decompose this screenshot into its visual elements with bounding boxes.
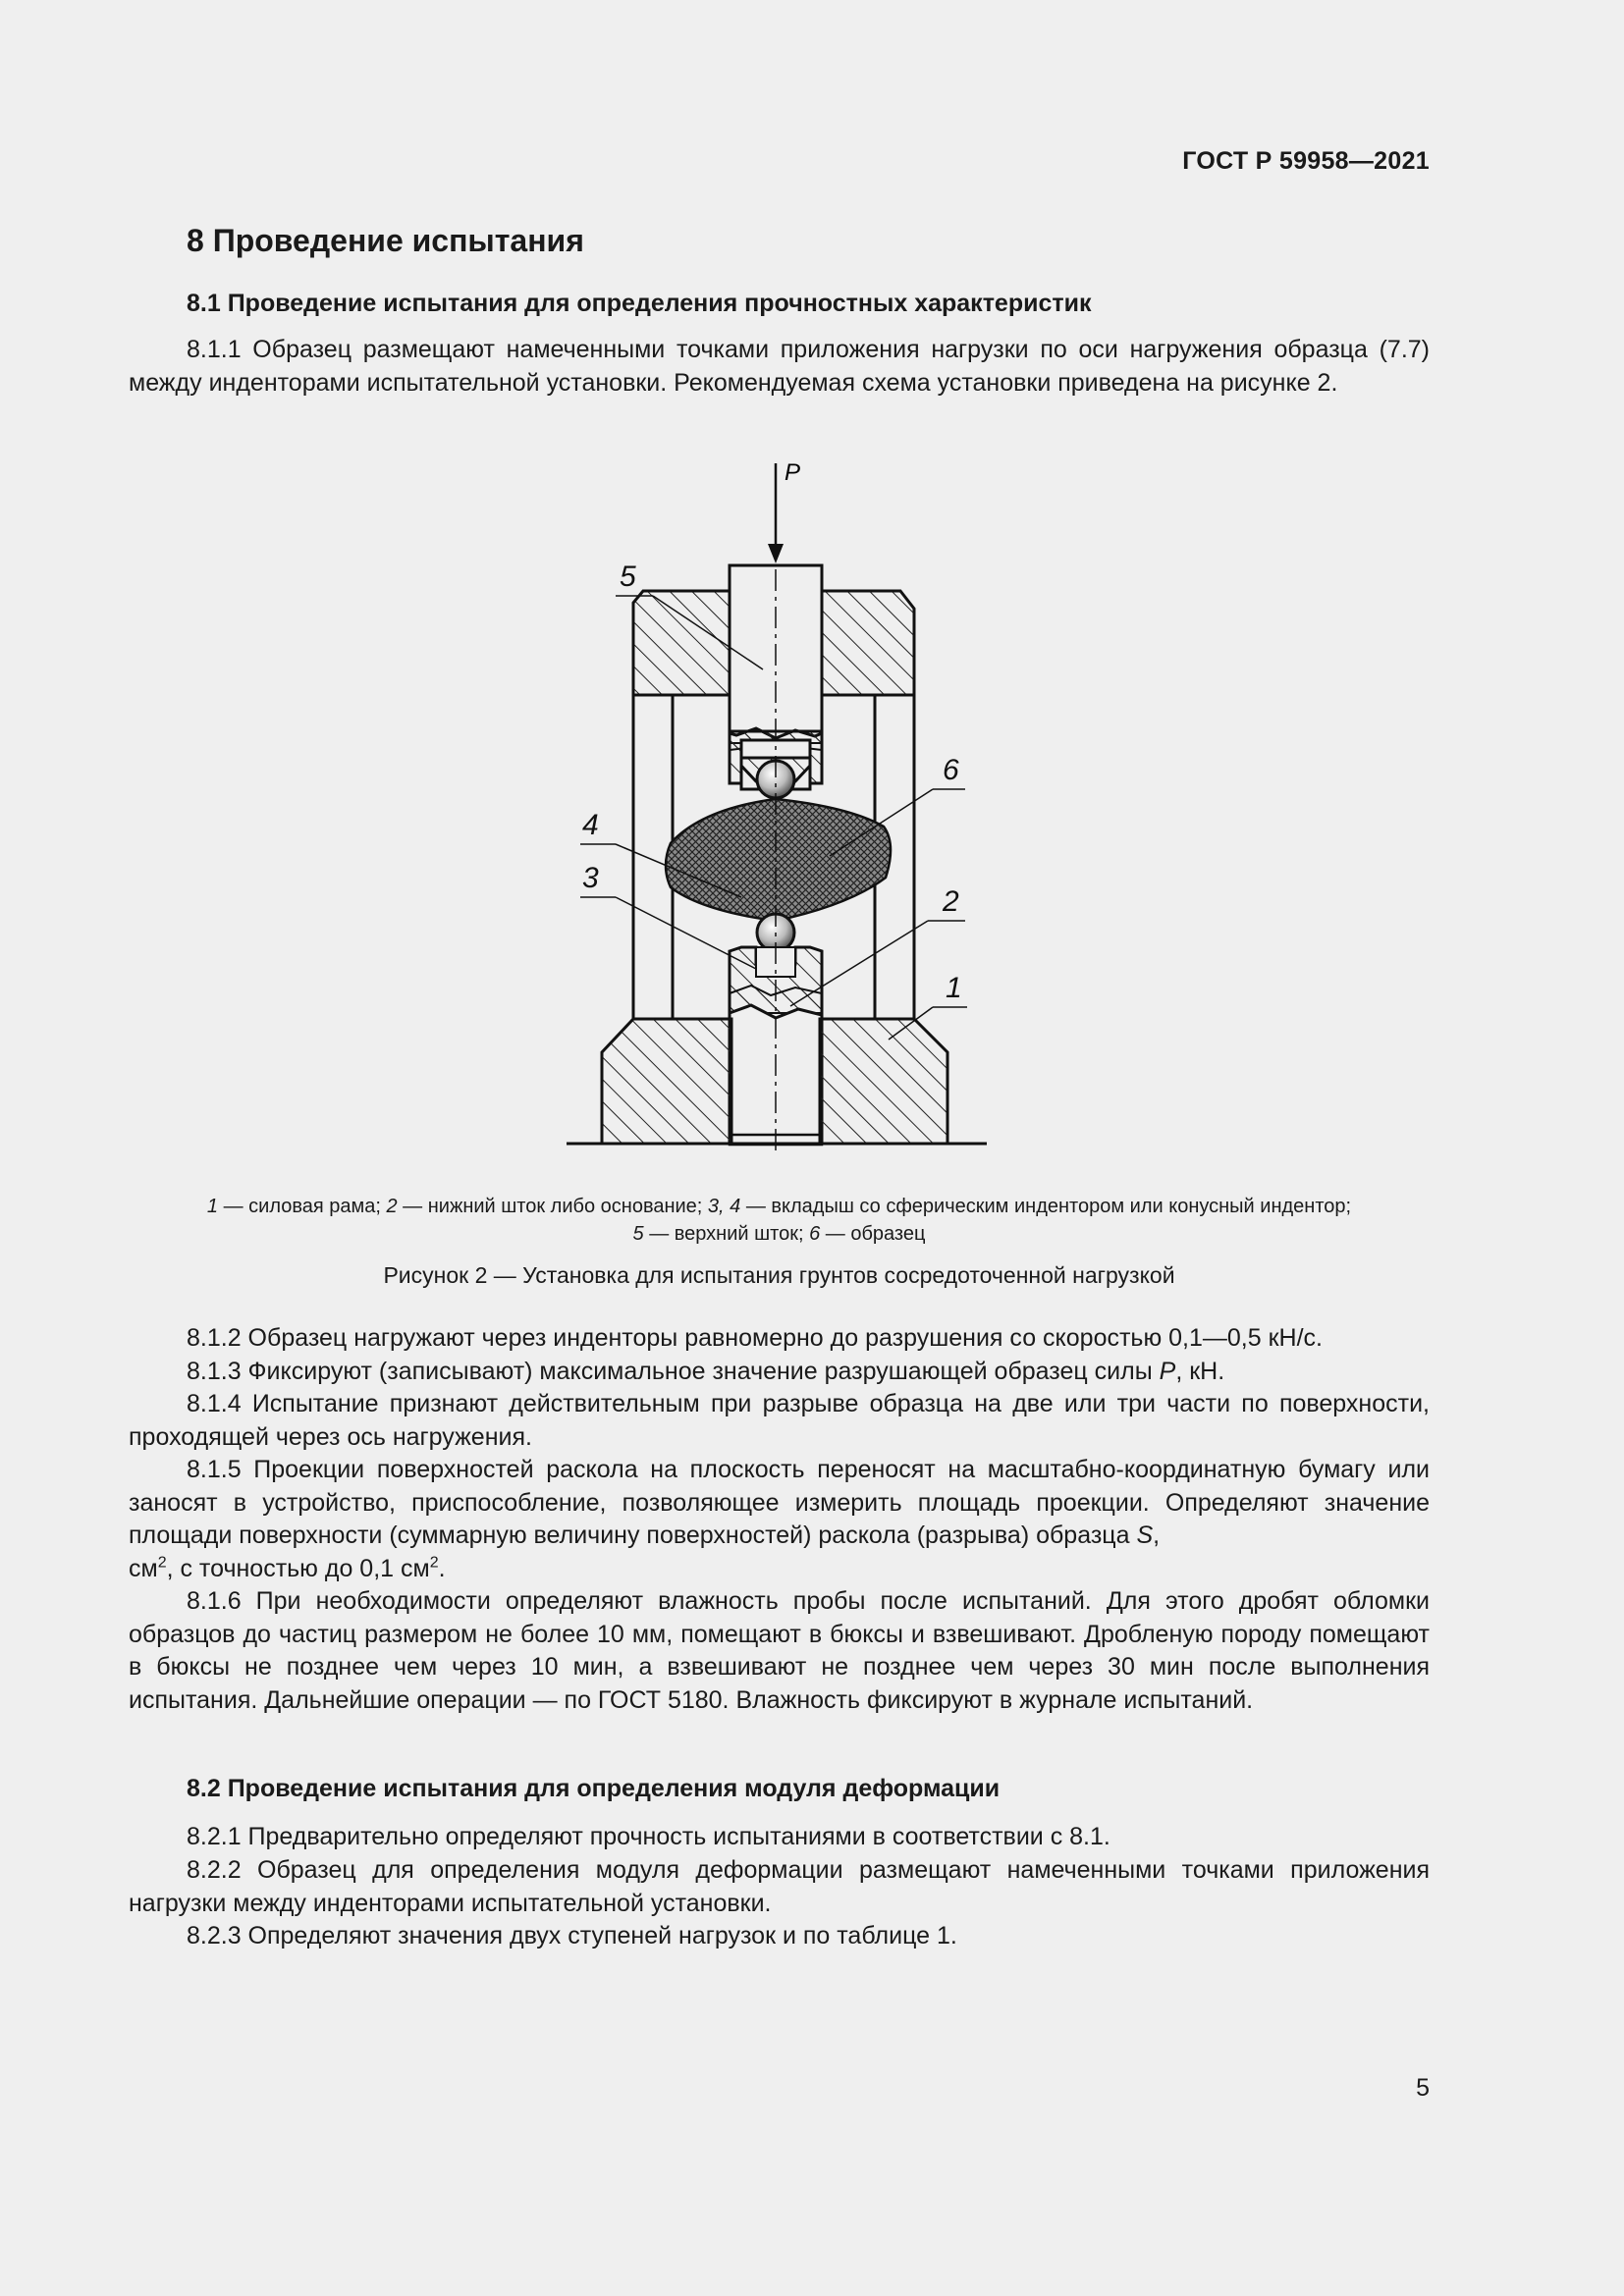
- callout-2: 2: [943, 885, 959, 918]
- apparatus-drawing: [555, 454, 997, 1160]
- page-number: 5: [1416, 2074, 1430, 2102]
- figure-key: 1 — силовая рама; 2 — нижний шток либо основание; 3, 4 — вкладыш со сферическим индентором или конусный индентор; 5 — верхний шток; 6 — образец: [206, 1196, 1352, 1245]
- standard-header: ГОСТ Р 59958—2021: [1182, 147, 1430, 175]
- callout-3: 3: [582, 862, 599, 894]
- section-title: 8 Проведение испытания: [187, 223, 584, 258]
- figure-2-apparatus: [555, 454, 997, 1160]
- paragraph-8-2-1: 8.2.1 Предварительно определяют прочность испытаниями в соответствии с 8.1.: [187, 1823, 1110, 1850]
- callout-6: 6: [943, 754, 959, 786]
- load-label: P: [785, 459, 801, 486]
- paragraph-8-2-2: 8.2.2 Образец для определения модуля деформации размещают намеченными точками приложения нагрузки между инденторами испытательной установки.: [129, 1856, 1430, 1917]
- figure-caption: Рисунок 2 — Установка для испытания грунтов сосредоточенной нагрузкой: [383, 1262, 1175, 1288]
- paragraph-8-1-3: 8.1.3 Фиксируют (записывают) максимальное значение разрушающей образец силы P, кН.: [187, 1358, 1225, 1385]
- callout-4: 4: [582, 809, 599, 841]
- callout-5: 5: [620, 561, 636, 593]
- paragraph-8-2-3: 8.2.3 Определяют значения двух ступеней нагрузок и по таблице 1.: [187, 1922, 957, 1949]
- load-arrow-head: [768, 544, 784, 563]
- callout-1: 1: [946, 972, 962, 1004]
- subsection-8-1-title: 8.1 Проведение испытания для определения прочностных характеристик: [187, 290, 1092, 317]
- specimen: [666, 799, 891, 921]
- paragraph-8-1-1: 8.1.1 Образец размещают намеченными точками приложения нагрузки по оси нагружения образца (7.7) между инденторами испытательной установки. Рекомендуемая схема установки приведена на рисунке 2.: [129, 336, 1430, 397]
- paragraph-8-1-6: 8.1.6 При необходимости определяют влажность пробы после испытаний. Для этого дробят обломки образцов до частиц размером не более 10 мм, помещают в бюксы и взвешивают. Дробленую породу помещают в бюксы не позднее чем через 10 мин, а взвешивают не позднее чем через 30 мин после выполнения испытания. Дальнейшие операции — по ГОСТ 5180. Влажность фиксируют в журнале испытаний.: [129, 1587, 1430, 1714]
- paragraph-8-1-4: 8.1.4 Испытание признают действительным при разрыве образца на две или три части по поверхности, проходящей через ось нагружения.: [129, 1390, 1430, 1451]
- paragraph-8-1-2: 8.1.2 Образец нагружают через инденторы равномерно до разрушения со скоростью 0,1—0,5 кН/с.: [187, 1324, 1323, 1352]
- subsection-8-2-title: 8.2 Проведение испытания для определения модуля деформации: [187, 1775, 1001, 1802]
- paragraph-8-1-5: 8.1.5 Проекции поверхностей раскола на плоскость переносят на масштабно-координатную бумагу или заносят в устройство, приспособление, позволяющее измерить площадь проекции. Определяют значение площади поверхности (суммарную величину поверхностей) раскола (разрыва) образца S, $см^2$, с точностью до 0,1 $см^2$.: [129, 1456, 1430, 1582]
